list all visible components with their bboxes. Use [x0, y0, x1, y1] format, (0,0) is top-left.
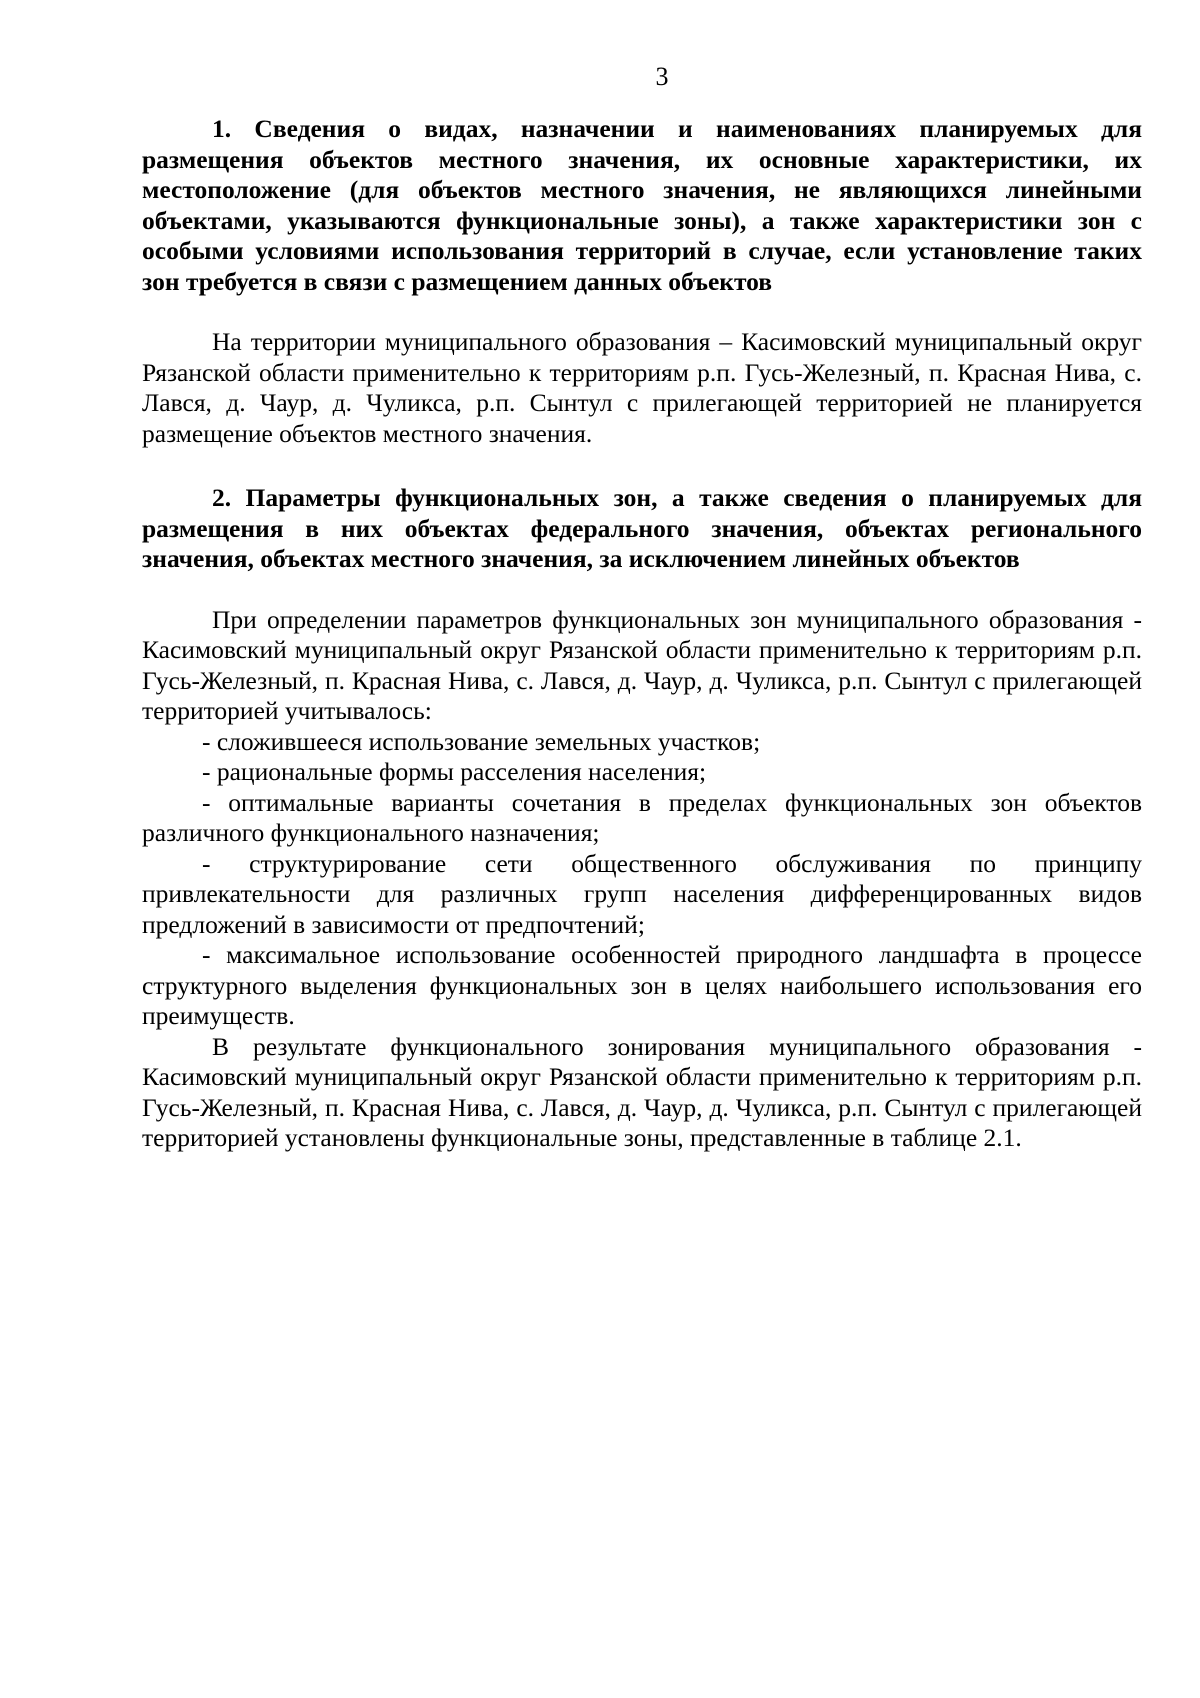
page-number: 3 — [655, 62, 669, 91]
section-2-heading: 2. Параметры функциональных зон, а также сведения о планируемых для размещения в них объектах федерального значения, объектах регионального значения, объектах местного значения, за исключением линейных объектов — [142, 483, 1142, 573]
section-1 — [142, 114, 1142, 449]
list-item: - сложившееся использование земельных участков; — [202, 726, 761, 756]
document-page — [142, 62, 1142, 1154]
list-item: - структурирование сети общественного обслуживания по принципу привлекательности для различных групп населения дифференцированных видов предложений в зависимости от предпочтений; — [142, 848, 1142, 939]
section-2 — [142, 483, 1142, 1154]
section-2-conclusion: В результате функционального зонирования муниципального образования - Касимовский муниципальный округ Рязанской области применительно к территориям р.п. Гусь-Железный, п. Красная Нива, с. Лався, д. Чаур, д. Чуликса, р.п. Сынтул с прилегающей территорией установлены функциональные зоны, представленные в таблице 2.1. — [142, 1031, 1142, 1152]
section-1-heading: 1. Сведения о видах, назначении и наименованиях планируемых для размещения объектов местного значения, их основные характеристики, их местоположение (для объектов местного значения, не являющихся линейными объектами, указываются функциональные зоны), а также характеристики зон с особыми условиями использования территорий в случае, если установление таких зон требуется в связи с размещением данных объектов — [142, 114, 1142, 296]
section-1-paragraph: На территории муниципального образования – Касимовский муниципальный округ Рязанской области применительно к территориям р.п. Гусь-Железный, п. Красная Нива, с. Лався, д. Чаур, д. Чуликса, р.п. Сынтул с прилегающей территорией не планируется размещение объектов местного значения. — [142, 327, 1142, 448]
list-item: - рациональные формы расселения населения; — [202, 757, 707, 786]
list-item: - максимальное использование особенностей природного ландшафта в процессе структурного выделения функциональных зон в целях наибольшего использования его преимуществ. — [142, 940, 1142, 1030]
list-item: - оптимальные варианты сочетания в пределах функциональных зон объектов различного функционального назначения; — [142, 787, 1142, 847]
section-2-intro: При определении параметров функциональных зон муниципального образования - Касимовский муниципальный округ Рязанской области применительно к территориям р.п. Гусь-Железный, п. Красная Нива, с. Лався, д. Чаур, д. Чуликса, р.п. Сынтул с прилегающей территорией учитывалось: — [142, 604, 1142, 725]
